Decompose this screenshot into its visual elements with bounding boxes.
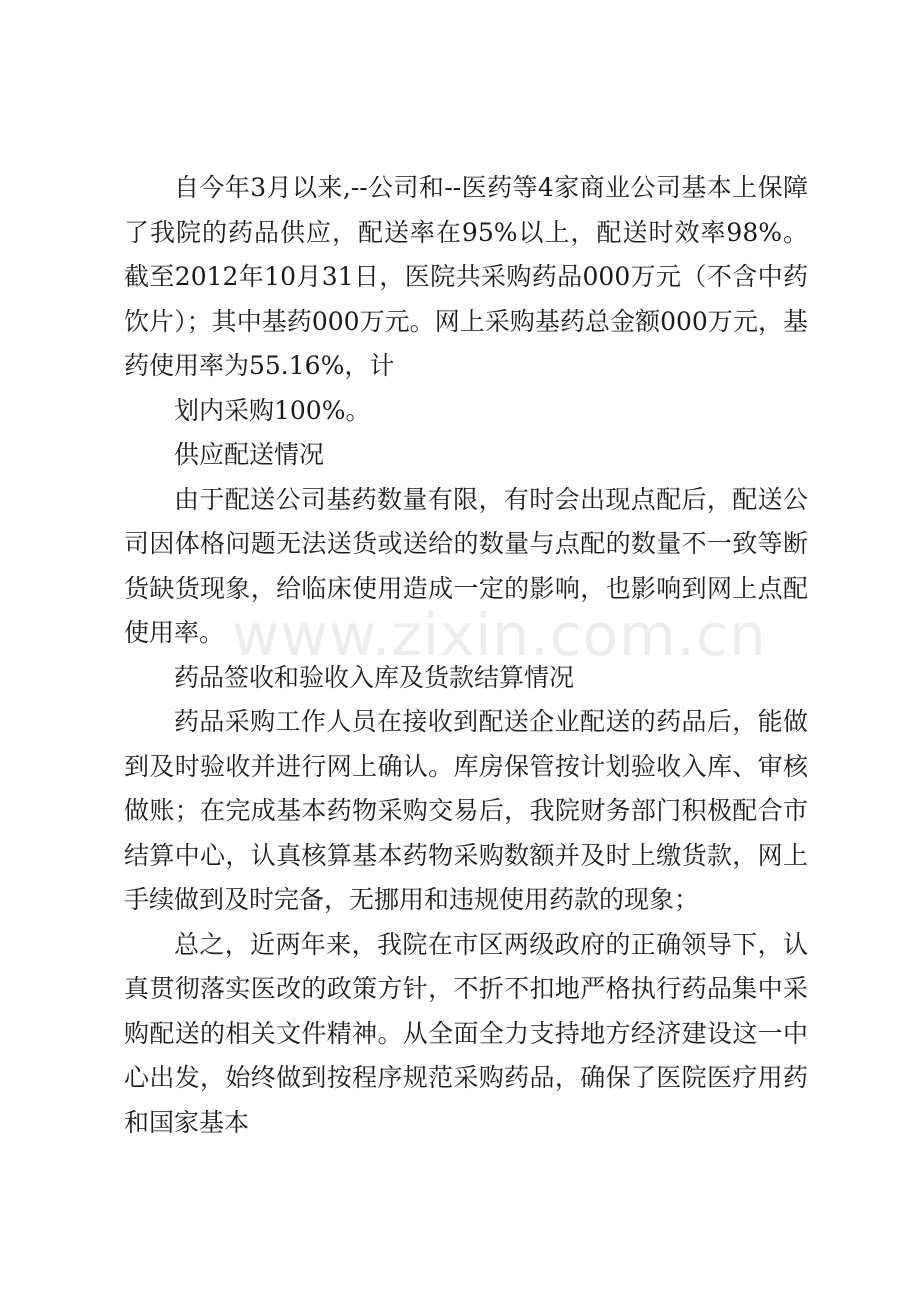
watermark: www.zixin.com.cn	[232, 601, 767, 669]
paragraph-receipt-settlement: 药品采购工作人员在接收到配送企业配送的药品后，能做到及时验收并进行网上确认。库房保管按计划验收入库、审核做账；在完成基本药物采购交易后，我院财务部门积极配合市结算中心，认真核算基本药物采购数额并及时上缴货款，网上手续做到及时完备，无挪用和违规使用药款的现象；	[124, 707, 808, 914]
paragraph-conclusion: 总之，近两年来，我院在市区两级政府的正确领导下，认真贯彻落实医改的政策方针，不折不扣地严格执行药品集中采购配送的相关文件精神。从全面全力支持地方经济建设这一中心出发，始终做到按程序规范采购药品，确保了医院医疗用药和国家基本	[124, 929, 808, 1137]
document-body	[124, 166, 808, 1145]
section-heading-receipt-settlement: 药品签收和验收入库及货款结算情况	[174, 662, 575, 692]
section-heading-supply-delivery: 供应配送情况	[174, 440, 325, 469]
paragraph-supply-summary: 自今年3月以来,--公司和--医药等4家商业公司基本上保障了我院的药品供应，配送率在95%以上，配送时效率98%。截至2012年10月31日，医院共采购药品000万元（不含中药饮片）；其中基药000万元。网上采购基药总金额000万元，基药使用率为55.16%，计	[124, 173, 808, 380]
paragraph-planned-purchase: 划内采购100%。	[174, 395, 371, 425]
paragraph-delivery-issues: 由于配送公司基药数量有限，有时会出现点配后，配送公司因体格问题无法送货或送给的数量与点配的数量不一致等断货缺货现象，给临床使用造成一定的影响，也影响到网上点配使用率。	[124, 484, 808, 647]
